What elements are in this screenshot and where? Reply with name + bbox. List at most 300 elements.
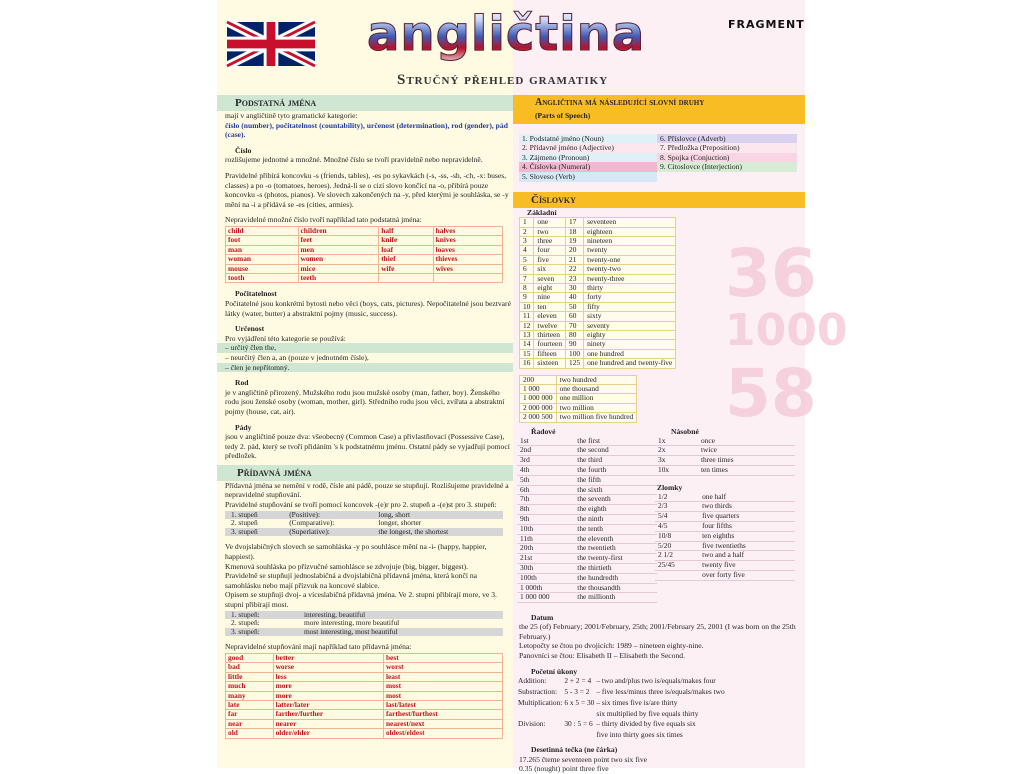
operation-row-cell: – six times five is/are thirty: [596, 697, 678, 707]
cardinal-row-cell: three: [534, 236, 566, 245]
cardinal-row-cell: twenty-two: [584, 265, 676, 274]
cardinal-row: [520, 218, 676, 227]
determination-item-3: – člen je nepřítomný.: [217, 363, 513, 373]
part-of-speech-item: 3. Zájmeno (Pronoun): [519, 153, 657, 163]
irregular-plural-row-cell: half: [379, 226, 433, 235]
part-of-speech-item: 1. Podstatné jméno (Noun): [519, 134, 657, 144]
watermark-number-1: 36: [725, 235, 817, 312]
uk-flag-icon: [225, 22, 317, 66]
irregular-plural-row-cell: loaf: [379, 245, 433, 254]
irregular-adjective-row-cell: least: [383, 672, 502, 681]
irregular-plural-row-cell: feet: [298, 236, 379, 245]
fraction-row-cell: over forty five: [699, 571, 795, 581]
operation-row-cell: [563, 709, 595, 720]
countability-text: Počitatelné jsou konkrétní bytosti nebo věci (boys, cats, pictures). Nepočitatelné jsou beztvaré látky (water, butter) a abstraktní pojmy (music, success).: [225, 298, 511, 318]
cardinal-row-cell: nineteen: [584, 236, 676, 245]
irregular-adjective-row-cell: old: [226, 729, 274, 738]
irregular-adjective-row-cell: better: [273, 653, 383, 662]
cardinal-row-cell: 125: [566, 359, 584, 368]
adjectives-text-5: Pravidelně se stupňují jednoslabičná a dvojslabičná přídavná jména, která končí na samohlásku nebo mají přízvuk na koncové slabice.: [225, 571, 477, 590]
date-text-2: Letopočty se čtou po dvojicích: 1989 – nineteen eighty-nine.: [519, 641, 704, 651]
cardinal-row-cell: eleven: [534, 312, 566, 321]
large-number-row-cell: two hundred: [556, 375, 637, 384]
part-of-speech-item: 8. Spojka (Conjuction): [657, 153, 797, 163]
irregular-plural-row-cell: mouse: [226, 264, 299, 273]
degree-row-cell: longer, shorter: [378, 518, 422, 528]
irregular-adjective-row-cell: nearest/next: [383, 719, 502, 728]
parts-of-speech-list: [519, 134, 805, 182]
degree-row-cell: 2. stupeň: [231, 518, 258, 528]
ordinal-row-cell: 1 000 000: [517, 593, 574, 603]
cardinal-row-cell: nine: [534, 293, 566, 302]
cardinal-row-cell: twelve: [534, 321, 566, 330]
periphrastic-row-cell: 2. stupeň:: [231, 618, 260, 628]
irregular-adjective-row: [226, 653, 503, 662]
section-heading-numerals: Číslovky: [513, 192, 805, 208]
ordinal-row-cell: 10th: [517, 524, 574, 534]
irregular-adjectives-table: [225, 653, 503, 739]
irregular-adjectives-intro: Nepravidelné stupňování mají například tato přídavná jména:: [225, 642, 412, 652]
cardinal-row-cell: twenty-three: [584, 274, 676, 283]
cardinal-row-cell: one: [534, 218, 566, 227]
irregular-adjective-row-cell: less: [273, 672, 383, 681]
irregular-adjective-row: [226, 719, 503, 728]
irregular-adjective-row-cell: many: [226, 691, 274, 700]
large-number-row-cell: 200: [520, 375, 557, 384]
large-number-row-cell: one million: [556, 394, 637, 403]
cardinal-row-cell: 14: [520, 340, 534, 349]
cardinal-row-cell: 80: [566, 331, 584, 340]
cardinal-row-cell: seventy: [584, 321, 676, 330]
operation-row-cell: 6 x 5 = 30: [564, 697, 595, 707]
ordinal-row-cell: 8th: [517, 505, 574, 515]
large-number-row: [520, 394, 637, 403]
multiplicative-row-cell: ten times: [698, 466, 795, 476]
multiplicative-row-cell: 10x: [655, 466, 698, 476]
ordinal-row-cell: the third: [574, 456, 657, 466]
multiplicative-row: [655, 437, 795, 446]
determination-text: Pro vyjádření této kategorie se používá:: [225, 333, 346, 343]
fraction-row-cell: two and a half: [699, 551, 795, 561]
cardinal-row-cell: 3: [520, 236, 534, 245]
multiplicative-row-cell: twice: [698, 446, 795, 456]
ordinal-row-cell: the thousandth: [574, 583, 657, 593]
irregular-plural-row-cell: woman: [226, 255, 299, 264]
section-heading-nouns: Podstatná jména: [217, 95, 513, 111]
countability-heading: Počitatelnost: [235, 289, 277, 299]
cardinal-row: [520, 359, 676, 368]
irregular-adjective-row-cell: more: [273, 682, 383, 691]
irregular-adjective-row-cell: oldest/eldest: [383, 729, 502, 738]
operations-heading: Početní úkony: [531, 666, 578, 676]
irregular-adjective-row-cell: near: [226, 719, 274, 728]
irregular-plural-row-cell: child: [226, 226, 299, 235]
ordinal-row-cell: the ninth: [574, 515, 657, 525]
ordinal-row-cell: 1 000th: [517, 583, 574, 593]
irregular-plural-row-cell: loaves: [433, 245, 502, 254]
cardinal-row-cell: ten: [534, 302, 566, 311]
multiplicative-table: [655, 437, 795, 476]
periphrastic-row-cell: more interesting, more beautiful: [303, 618, 400, 628]
large-number-row-cell: 1 000 000: [520, 394, 557, 403]
ordinal-row-cell: 4th: [517, 466, 574, 476]
cardinal-row-cell: 16: [520, 359, 534, 368]
cardinal-row-cell: 70: [566, 321, 584, 330]
cardinal-row-cell: fourteen: [534, 340, 566, 349]
fraction-row-cell: one half: [699, 493, 795, 502]
operation-row-cell: [517, 730, 563, 741]
degree-row-cell: (Superlative):: [283, 528, 372, 537]
multiplicative-row-cell: three times: [698, 456, 795, 466]
irregular-adjective-row: [226, 672, 503, 681]
operation-row-cell: Addition:: [518, 676, 547, 686]
operation-row: [517, 709, 726, 720]
determination-item-1: – určitý člen the,: [217, 343, 513, 353]
number-text: rozlišujeme jednotné a množné. Množné číslo se tvoří pravidelně nebo nepravidelně.: [225, 155, 483, 165]
cardinal-row-cell: 50: [566, 302, 584, 311]
fraction-row-cell: ten eighths: [699, 531, 795, 541]
fraction-row-cell: 10/8: [655, 531, 699, 541]
cardinal-row-cell: sixteen: [534, 359, 566, 368]
irregular-plural-row-cell: knives: [433, 236, 502, 245]
ordinal-row-cell: the fifth: [574, 475, 657, 485]
cardinal-row-cell: fifty: [584, 302, 676, 311]
gender-text: je v angličtině přirozený. Mužského rodu jsou mužské osoby (man, father, boy). Ženského rodu jsou ženské osoby (woman, mother, girl). Středního rodu jsou věci, zvířata a abstraktní pojmy (house, cat, air).: [225, 387, 505, 416]
fraction-row-cell: five twentieths: [699, 541, 795, 551]
operations-table: [517, 676, 726, 741]
cardinal-row-cell: 13: [520, 331, 534, 340]
ordinal-row-cell: 21st: [517, 554, 574, 564]
cardinal-row-cell: 1: [520, 218, 534, 227]
irregular-plural-row: [226, 245, 503, 254]
cardinal-row-cell: eight: [534, 284, 566, 293]
irregular-adjective-row: [226, 710, 503, 719]
ordinal-row: [517, 515, 657, 525]
ordinal-row-cell: 2nd: [517, 446, 574, 456]
irregular-adjective-row-cell: most: [383, 682, 502, 691]
fraction-row-cell: 5/4: [655, 512, 699, 522]
case-heading: Pády: [235, 422, 252, 432]
cardinal-row: [520, 265, 676, 274]
ordinal-row-cell: the thirtieth: [574, 564, 657, 574]
ordinal-row: [517, 593, 657, 603]
fraction-row-cell: five quarters: [699, 512, 795, 522]
periphrastic-table: [225, 611, 503, 637]
periphrastic-row-cell: interesting, beautiful: [298, 611, 503, 620]
irregular-plural-row-cell: men: [298, 245, 379, 254]
ordinal-row-cell: the first: [574, 437, 657, 446]
irregular-adjective-row: [226, 663, 503, 672]
operation-row-cell: six multiplied by five equals thirty: [596, 708, 699, 718]
right-column: [513, 95, 805, 774]
cardinal-row-cell: 2: [520, 227, 534, 236]
cardinal-row-cell: 90: [566, 340, 584, 349]
cardinal-row-cell: sixty: [584, 312, 676, 321]
fraction-row: [655, 522, 795, 532]
ordinal-row-cell: 5th: [517, 475, 574, 485]
large-number-row-cell: 2 000 500: [520, 413, 557, 422]
cardinal-row-cell: 9: [520, 293, 534, 302]
irregular-adjective-row-cell: little: [226, 672, 274, 681]
publisher-logo: FRAGMENT: [728, 18, 805, 31]
ordinal-row: [517, 466, 657, 476]
fraction-row-cell: 5/20: [655, 541, 699, 551]
cardinal-row-cell: 21: [566, 255, 584, 264]
cardinal-row-cell: 12: [520, 321, 534, 330]
operation-row-cell: – thirty divided by five equals six: [596, 719, 696, 729]
watermark-number-2: 1000: [725, 305, 848, 356]
date-text-3: Panovníci se čtou: Elisabeth II – Elisabeth the Second.: [519, 651, 685, 661]
cardinal-row-cell: one hundred: [584, 349, 676, 358]
section-heading-adjectives: Přídavná jména: [217, 465, 513, 481]
irregular-plural-row-cell: teeth: [298, 273, 379, 282]
decimal-heading: Desetinná tečka (ne čárka): [531, 745, 618, 755]
adjectives-text-4: Kmenová souhláska po přízvučné samohlásce se zdvojuje (big, bigger, biggest).: [225, 561, 469, 571]
cardinal-row-cell: 10: [520, 302, 534, 311]
irregular-adjective-row-cell: late: [226, 701, 274, 710]
part-of-speech-item: 2. Přídavné jméno (Adjective): [519, 143, 657, 153]
fractions-table: [655, 493, 795, 581]
ordinal-row-cell: the eleventh: [574, 534, 657, 544]
cardinal-row: [520, 246, 676, 255]
irregular-adjective-row-cell: more: [273, 691, 383, 700]
irregular-plural-row-cell: foot: [226, 236, 299, 245]
multiplicative-row-cell: 1x: [655, 437, 698, 446]
operation-row-cell: [563, 730, 595, 741]
cardinal-row-cell: two: [534, 227, 566, 236]
irregular-adjective-row-cell: farther/further: [273, 710, 383, 719]
fraction-row: [655, 571, 795, 581]
irregular-plural-row: [226, 264, 503, 273]
operation-row: [517, 687, 726, 698]
cardinal-row-cell: 60: [566, 312, 584, 321]
degree-row-cell: 1. stupeň: [225, 511, 283, 520]
irregular-plural-row-cell: man: [226, 245, 299, 254]
periphrastic-row-cell: 3. stupeň:: [225, 628, 298, 637]
irregular-plural-row-cell: [433, 273, 502, 282]
operation-row: [517, 730, 726, 741]
cardinal-row: [520, 340, 676, 349]
cardinal-row-cell: five: [534, 255, 566, 264]
fraction-row-cell: 25/45: [655, 561, 699, 571]
ordinal-row-cell: 1st: [517, 437, 574, 446]
cardinal-row-cell: fifteen: [534, 349, 566, 358]
page-title: angličtina: [367, 6, 646, 62]
degree-row-cell: long, short: [372, 511, 503, 520]
degree-row: [225, 528, 503, 537]
ordinal-row-cell: the hundredth: [574, 573, 657, 583]
irregular-adjective-row: [226, 701, 503, 710]
cardinal-row: [520, 293, 676, 302]
ordinal-heading: Řadové: [531, 426, 556, 436]
cardinal-row-cell: eighty: [584, 331, 676, 340]
number-heading: Číslo: [235, 145, 252, 155]
large-numbers-table: [519, 375, 637, 423]
operation-row: [517, 719, 726, 730]
cardinal-row-cell: forty: [584, 293, 676, 302]
nouns-categories: číslo (number), počitatelnost (countability), určenost (determination), rod (gender), pád (case).: [225, 120, 508, 140]
part-of-speech-item: 5. Sloveso (Verb): [519, 172, 657, 182]
irregular-plural-row: [226, 255, 503, 264]
irregular-plural-row-cell: women: [298, 255, 379, 264]
operation-row-cell: – two and/plus two is/equals/makes four: [596, 676, 716, 686]
irregular-plural-row-cell: tooth: [226, 273, 299, 282]
grammar-sheet: [217, 0, 848, 774]
operation-row-cell: Division:: [518, 719, 546, 729]
large-number-row-cell: 2 000 000: [520, 403, 557, 412]
cardinal-row-cell: 17: [566, 218, 584, 227]
fraction-row-cell: 1/2: [655, 493, 699, 502]
multiplicative-row-cell: once: [698, 437, 795, 446]
irregular-plural-row-cell: halves: [433, 226, 502, 235]
fraction-row-cell: 2/3: [655, 502, 699, 512]
adjectives-text-2: Pravidelné stupňování se tvoří pomocí koncovek -(e)r pro 2. stupeň a -(e)st pro 3. stupeň:: [225, 500, 497, 510]
operation-row-cell: Multiplication:: [518, 697, 563, 707]
irregular-adjective-row: [226, 729, 503, 738]
ordinal-row-cell: the twentieth: [574, 544, 657, 554]
section-heading-parts-of-speech: Angličtina má následující slovní druhy: [513, 95, 805, 111]
irregular-adjective-row-cell: farthest/furthest: [383, 710, 502, 719]
ordinal-row-cell: 3rd: [517, 456, 574, 466]
cardinal-row-cell: 5: [520, 255, 534, 264]
part-of-speech-item: 7. Předložka (Preposition): [657, 143, 797, 153]
operation-row-cell: [517, 709, 563, 720]
large-number-row-cell: two million five hundred: [556, 413, 637, 422]
cardinal-row-cell: seventeen: [584, 218, 676, 227]
ordinal-row: [517, 524, 657, 534]
irregular-plural-row-cell: mice: [298, 264, 379, 273]
watermark-number-3: 58: [725, 355, 817, 432]
ordinal-row-cell: 7th: [517, 495, 574, 505]
parts-of-speech-subheading: (Parts of Speech): [513, 111, 805, 124]
ordinal-row-cell: 11th: [517, 534, 574, 544]
irregular-adjective-row: [226, 691, 503, 700]
degree-row-cell: (Comparative):: [289, 518, 335, 528]
operation-row: [517, 676, 726, 687]
determination-item-2: – neurčitý člen a, an (pouze v jednotném čísle),: [225, 352, 369, 362]
part-of-speech-item: 6. Příslovce (Adverb): [657, 134, 797, 144]
case-text: jsou v angličtině pouze dva: všeobecný (Common Case) a přivlastňovací (Possessive Case), tedy 2. pád, který se tvoří přidáním 's k podstatnému jménu. Ostatní pády se vyjadřují pomocí předložek.: [225, 432, 510, 461]
fraction-row-cell: two thirds: [699, 502, 795, 512]
irregular-plural-row-cell: wives: [433, 264, 502, 273]
irregular-adjective-row-cell: best: [383, 653, 502, 662]
part-of-speech-item: 4. Číslovka (Numeral): [519, 162, 657, 172]
ordinal-row: [517, 573, 657, 583]
ordinal-row-cell: the tenth: [574, 524, 657, 534]
operation-row-cell: 2 + 2 = 4: [564, 676, 592, 686]
irregular-plural-row: [226, 273, 503, 282]
degree-row-cell: 3. stupeň: [225, 528, 283, 537]
cardinal-row-cell: 18: [566, 227, 584, 236]
degree-row: [225, 519, 503, 528]
irregular-adjective-row-cell: older/elder: [273, 729, 383, 738]
large-number-row-cell: two million: [556, 403, 637, 412]
plural-text: Pravidelné přibírá koncovku -s (friends, tables), -es po sykavkách (-s, -ss, -sh, -ch, -x: buses, classes) a po -o (tomatoes, heroes). Jedná-li se o cizí slovo končící na -o, přibírá pouze koncovku -s (photos, pianos). Ve slovech zakončených na -y, před kterými je souhláska, se -y mění na -i a přidává se -es (cities, armies).: [225, 170, 509, 209]
cardinal-row-cell: 19: [566, 236, 584, 245]
fraction-row-cell: [655, 571, 699, 581]
cardinal-row-cell: 6: [520, 265, 534, 274]
large-number-row-cell: one thousand: [556, 385, 637, 394]
irregular-adjective-row-cell: worst: [383, 663, 502, 672]
ordinal-row-cell: the fourth: [574, 466, 657, 476]
cardinal-table: [519, 217, 676, 369]
irregular-adjective-row-cell: most: [383, 691, 502, 700]
gender-heading: Rod: [235, 378, 249, 388]
cardinal-row-cell: 15: [520, 349, 534, 358]
page-subtitle: Stručný přehled gramatiky: [397, 72, 609, 88]
date-text-1: the 25 (of) February; 2001/February, 25th; 2001/February 25, 2001 (I was born on the 25th February.): [519, 622, 796, 641]
cardinal-row-cell: six: [534, 265, 566, 274]
degree-row-cell: (Positive):: [283, 511, 372, 520]
ordinal-row-cell: the second: [574, 446, 657, 456]
irregular-plural-row: [226, 236, 503, 245]
periphrastic-row-cell: 1. stupeň:: [225, 611, 298, 620]
cardinal-row-cell: twenty-one: [584, 255, 676, 264]
ordinal-row-cell: the eighth: [574, 505, 657, 515]
irregular-plural-row: [226, 226, 503, 235]
cardinal-row-cell: ninety: [584, 340, 676, 349]
fraction-row: [655, 531, 795, 541]
cardinal-row-cell: 4: [520, 246, 534, 255]
cardinal-row-cell: twenty: [584, 246, 676, 255]
degree-row-cell: the longest, the shortest: [372, 528, 503, 537]
fraction-row-cell: twenty five: [699, 561, 795, 571]
left-column: [217, 95, 513, 739]
cardinal-row-cell: eighteen: [584, 227, 676, 236]
irregular-adjective-row-cell: far: [226, 710, 274, 719]
irregular-plural-row-cell: knife: [379, 236, 433, 245]
cardinal-row-cell: 22: [566, 265, 584, 274]
irregular-plural-row-cell: wife: [379, 264, 433, 273]
large-number-row: [520, 413, 637, 422]
periphrastic-row: [225, 628, 503, 637]
large-number-row-cell: 1 000: [520, 385, 557, 394]
cardinal-row-cell: 23: [566, 274, 584, 283]
multiplicative-heading: Násobné: [671, 426, 699, 436]
ordinal-row-cell: 30th: [517, 564, 574, 574]
cardinal-row-cell: seven: [534, 274, 566, 283]
multiplicative-row-cell: 2x: [655, 446, 698, 456]
ordinal-row: [517, 475, 657, 485]
operation-row-cell: – five less/minus three is/equals/makes two: [596, 687, 725, 697]
cardinal-row-cell: 30: [566, 284, 584, 293]
multiplicative-row-cell: 3x: [655, 456, 698, 466]
cardinal-row-cell: 20: [566, 246, 584, 255]
ordinal-row-cell: the twenty-first: [574, 554, 657, 564]
determination-heading: Určenost: [235, 324, 265, 334]
adjectives-text-6: Opisem se stupňují dvoj- a víceslabičná přídavná jména. Ve 2. stupni přibírají more, ve 3. stupni přibírají most.: [225, 590, 497, 609]
irregular-plural-row-cell: thieves: [433, 255, 502, 264]
fraction-row-cell: four fifths: [699, 522, 795, 532]
cardinal-row-cell: thirty: [584, 284, 676, 293]
adjectives-text-3: Ve dvojslabičných slovech se samohláska -y po souhlásce mění na -i- (happy, happier, happiest).: [225, 542, 487, 562]
decimal-text-1: 17.265 čteme seventeen point two six five: [519, 754, 648, 764]
date-heading: Datum: [531, 612, 554, 622]
adjectives-text-1: Přídavná jména se nemění v rodě, čísle ani pádě, pouze se stupňují. Rozlišujeme pravidelné a nepravidelné stupňování.: [225, 480, 509, 500]
operation-row-cell: 5 - 3 = 2: [564, 687, 590, 697]
degrees-table: [225, 511, 503, 537]
cardinal-heading: Základní: [527, 207, 557, 217]
cardinal-row-cell: 40: [566, 293, 584, 302]
operation-row-cell: five into thirty goes six times: [596, 730, 683, 740]
ordinal-row: [517, 564, 657, 574]
irregular-adjective-row: [226, 682, 503, 691]
cardinal-row-cell: 100: [566, 349, 584, 358]
part-of-speech-item: 9. Citoslovce (Interjection): [657, 162, 797, 172]
operation-row: [517, 698, 726, 709]
cardinal-row-cell: 11: [520, 312, 534, 321]
irregular-plural-row-cell: children: [298, 226, 379, 235]
